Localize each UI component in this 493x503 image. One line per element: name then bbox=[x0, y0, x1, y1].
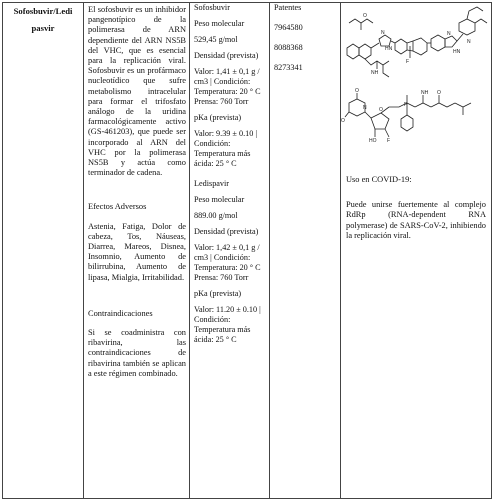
atom-label: NH bbox=[371, 70, 379, 76]
description-cell bbox=[84, 3, 190, 499]
sofosbuvir-name: Sofosbuvir bbox=[194, 3, 230, 12]
adverse-effects-text: Astenia, Fatiga, Dolor de cabeza, Tos, Náuseas, Diarrea, Mareos, Disnea, Insomnio, Aumento de bilirrubina, Aumento de lipasa, Mialgia, Irritabilidad. bbox=[88, 221, 186, 282]
sofosbuvir-pka-label: pKa (prevista) bbox=[194, 113, 242, 122]
patents-cell bbox=[270, 3, 341, 499]
drug-name-line2: pasvir bbox=[31, 23, 55, 33]
properties-cell bbox=[190, 3, 270, 499]
ledipasvir-density-value: Valor: 1,42 ± 0,1 g / cm3 | Condición: Temperatura: 20 ° C Prensa: 760 Torr bbox=[194, 243, 261, 282]
patents-title: Patentes bbox=[274, 3, 302, 12]
atom-label: O bbox=[341, 118, 345, 124]
atom-label: N bbox=[467, 39, 471, 45]
atom-label: F bbox=[387, 138, 391, 144]
atom-label: HO bbox=[369, 138, 377, 144]
drug-name-line1: Sofosbuvir/Ledi bbox=[13, 6, 73, 16]
ledipasvir-density-label: Densidad (prevista) bbox=[194, 227, 259, 236]
atom-label: N bbox=[381, 30, 385, 36]
contraindications-text: Si se coadministra con ribavirina, las contraindicaciones de ribavirina también se aplican a este régimen combinado. bbox=[88, 328, 186, 378]
ledipasvir-structure-image bbox=[341, 3, 490, 85]
covid-use-text: Puede unirse fuertemente al complejo RdRp (RNA-dependent RNA polymerase) de SARS-CoV-2, inhibiendo la replicación viral. bbox=[346, 200, 486, 240]
sofosbuvir-density-label: Densidad (prevista) bbox=[194, 51, 259, 60]
drug-table bbox=[2, 2, 492, 499]
atom-label: N bbox=[363, 105, 367, 111]
covid-use-title: Uso en COVID-19: bbox=[346, 175, 412, 184]
atom-label: O bbox=[363, 13, 367, 19]
atom-label: HN bbox=[453, 49, 461, 55]
adverse-effects-title: Efectos Adversos bbox=[88, 202, 147, 212]
ledipasvir-mw-value: 889.00 g/mol bbox=[194, 211, 238, 220]
ledipasvir-pka-label: pKa (prevista) bbox=[194, 289, 242, 298]
sofosbuvir-mw-value: 529,45 g/mol bbox=[194, 35, 238, 44]
sofosbuvir-mw-label: Peso molecular bbox=[194, 19, 245, 28]
atom-label: O bbox=[437, 90, 441, 96]
mechanism-text: El sofosbuvir es un inhibidor pangenotípico de la polimerasa de ARN dependiente del ARN NS5B del VHC, que es esencial para la replicación viral. Sofosbuvir es un profármaco nucleotídico que sufre metabolismo intracelular para formar el trifosfato análogo de la uridina farmacológicamente activo (GS-461203), que puede ser incorporado al ARN del VHC por la polimerasa NS5B y actúa como terminador de cadena. bbox=[88, 5, 186, 178]
covid-use-block bbox=[341, 175, 491, 241]
atom-label: O bbox=[379, 107, 383, 113]
ledipasvir-name: Ledispavir bbox=[194, 179, 230, 188]
atom-label: HN bbox=[385, 46, 393, 52]
ledipasvir-mw-label: Peso molecular bbox=[194, 195, 245, 204]
sofosbuvir-density-value: Valor: 1,41 ± 0,1 g / cm3 | Condición: Temperatura: 20 ° C Prensa: 760 Torr bbox=[194, 67, 261, 106]
sofosbuvir-structure-image bbox=[341, 85, 490, 175]
structure-cell bbox=[341, 3, 492, 499]
atom-label: O bbox=[355, 88, 359, 94]
atom-label: P bbox=[404, 102, 408, 108]
sofosbuvir-pka-value: Valor: 9.39 ± 0.10 | Condición: Temperatura más ácida: 25 ° C bbox=[194, 129, 257, 168]
atom-label: N bbox=[447, 31, 451, 37]
patent-number: 8273341 bbox=[274, 63, 303, 72]
atom-label: NH bbox=[421, 90, 429, 96]
patent-number: 7964580 bbox=[274, 23, 303, 32]
drug-name-cell bbox=[3, 3, 84, 499]
patent-number: 8088368 bbox=[274, 43, 303, 52]
contraindications-title: Contraindicaciones bbox=[88, 308, 153, 318]
atom-label: F bbox=[406, 59, 410, 65]
ledipasvir-pka-value: Valor: 11.20 ± 0.10 | Condición: Temperatura más ácida: 25 ° C bbox=[194, 305, 261, 344]
